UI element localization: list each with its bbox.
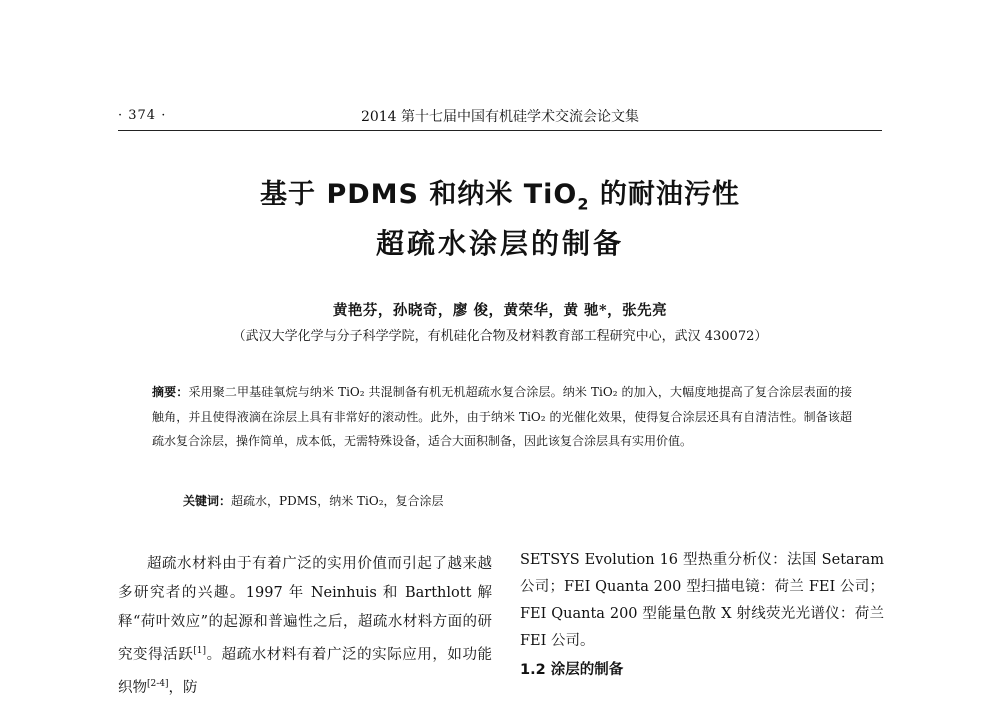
header-rule: [118, 130, 882, 131]
affiliation: （武汉大学化学与分子科学学院，有机硅化合物及材料教育部工程研究中心，武汉 430072）: [232, 329, 768, 344]
author-list: 黄艳芬，孙晓奇，廖 俊，黄荣华，黄 驰*，张先亮: [332, 302, 668, 319]
keywords-label: 关键词：: [183, 494, 232, 508]
title-part: 基于 PDMS 和纳米 TiO: [260, 179, 578, 210]
citation: [2-4]: [147, 678, 169, 689]
body-column-right: [520, 547, 884, 684]
body-paragraph: [118, 550, 492, 703]
paper-title-line-2: 超疏水涂层的制备: [375, 227, 624, 260]
paragraph-text: 超疏水材料由于有着广泛的实用价值而引起了越来越多研究者的兴趣。1997 年 Neinhuis 和 Barthlott 解释“荷叶效应”的起源和普遍性之后，超疏水材料方面的研究变得活跃: [118, 556, 492, 663]
title-part: 的耐油污性: [589, 179, 740, 210]
paper-title-line-1: [150, 172, 850, 213]
paragraph-text: ，防: [168, 679, 198, 696]
abstract: [152, 380, 852, 454]
title-subscript: 2: [577, 194, 590, 214]
abstract-label: 摘要：: [152, 385, 189, 399]
keywords-text: 超疏水，PDMS，纳米 TiO₂，复合涂层: [231, 494, 444, 508]
body-paragraph: SETSYS Evolution 16 型热重分析仪：法国 Setaram 公司；FEI Quanta 200 型扫描电镜：荷兰 FEI 公司；FEI Quanta 200 型能量色散 X 射线荧光光谱仪：荷兰 FEI 公司。: [520, 552, 884, 649]
page-number: · 374 ·: [118, 108, 167, 123]
section-heading: 1.2 涂层的制备: [520, 662, 624, 678]
running-header: 2014 第十七届中国有机硅学术交流会论文集: [360, 109, 640, 125]
body-column-left: [118, 550, 492, 703]
abstract-text: 采用聚二甲基硅氧烷与纳米 TiO₂ 共混制备有机无机超疏水复合涂层。纳米 TiO₂ 的加入，大幅度地提高了复合涂层表面的接触角，并且使得液滴在涂层上具有非常好的滚动性。此外，由于纳米 TiO₂ 的光催化效果，使得复合涂层还具有自清洁性。制备该超疏水复合涂层，操作简单，成本低，无需特殊设备，适合大面积制备，因此该复合涂层具有实用价值。: [152, 385, 852, 448]
paragraph-text: 。超疏水材料有着广泛的实际应用，如功能织物: [118, 646, 493, 696]
citation: [1]: [193, 646, 207, 656]
keywords: [183, 492, 444, 509]
